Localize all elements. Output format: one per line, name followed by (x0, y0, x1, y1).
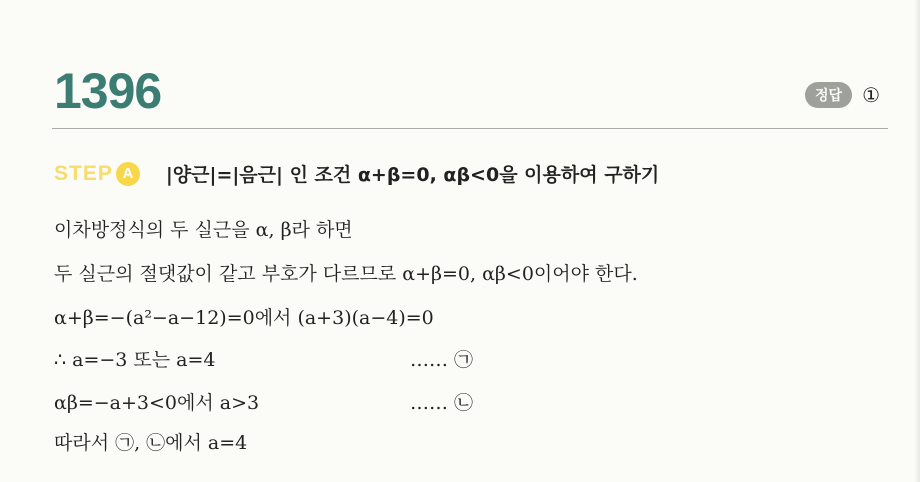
answer-value: ① (862, 83, 880, 107)
solution-line-2: 두 실근의 절댓값이 같고 부호가 다르므로 α+β=0, αβ<0이어야 한다. (54, 263, 638, 285)
solution-line-1: 이차방정식의 두 실근을 α, β라 하면 (54, 219, 353, 241)
step-circle-badge: A (116, 162, 140, 186)
answer-section (805, 82, 880, 108)
page-edge-shadow (914, 0, 920, 482)
step-label: STEP (54, 161, 113, 185)
solution-line-3: α+β=−(a²−a−12)=0에서 (a+3)(a−4)=0 (54, 307, 434, 329)
equation-marker-1: …… ㉠ (410, 349, 474, 371)
header-divider (52, 128, 888, 129)
problem-number: 1396 (54, 63, 162, 119)
solution-line-4: ∴ a=−3 또는 a=4 (54, 349, 216, 371)
equation-marker-2: …… ㉡ (410, 392, 474, 414)
solution-line-5: αβ=−a+3<0에서 a>3 (54, 392, 260, 414)
solution-line-6: 따라서 ㉠, ㉡에서 a=4 (54, 432, 248, 454)
step-title: |양근|=|음근| 인 조건 α+β=0, αβ<0을 이용하여 구하기 (165, 164, 660, 186)
answer-badge: 정답 (805, 82, 852, 108)
step-heading (54, 160, 659, 187)
